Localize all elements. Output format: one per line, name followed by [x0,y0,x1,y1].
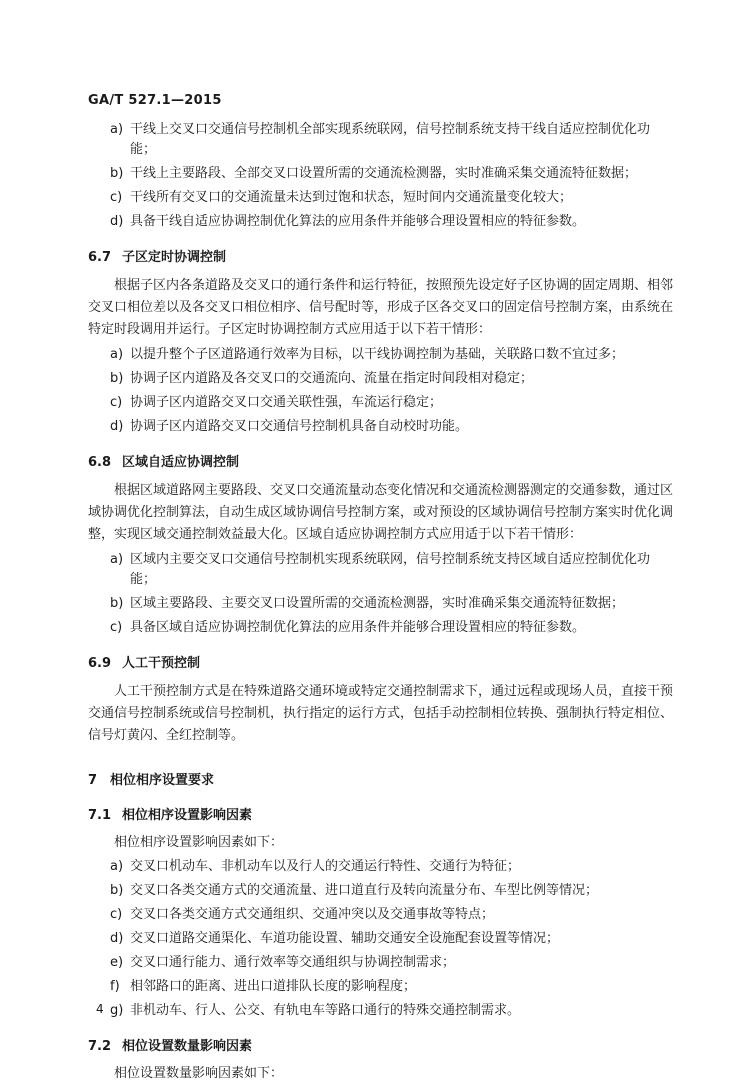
section-intro: 相位相序设置影响因素如下： [114,835,284,850]
list-item: d) 交叉口道路交通渠化、车道功能设置、辅助交通安全设施配套设置等情况； [110,931,560,946]
section-heading-6-7: 6.7 子区定时协调控制 [88,250,227,265]
list-item: c) 干线所有交叉口的交通流量未达到过饱和状态，短时间内交通流量变化较大； [110,190,573,205]
list-item: b) 干线上主要路段、全部交叉口设置所需的交通流检测器，实时准确采集交通流特征数据； [110,166,638,181]
page-number: 4 [96,1002,104,1016]
list-item: f) 相邻路口的距离、进出口道排队长度的影响程度； [110,979,417,994]
section-heading-6-8: 6.8 区域自适应协调控制 [88,455,240,470]
list-item: b) 交叉口各类交通方式的交通流量、进口道直行及转向流量分布、车型比例等情况； [110,883,599,898]
list-item: a) 交叉口机动车、非机动车以及行人的交通运行特性、交通行为特征； [110,859,521,874]
list-item: a) 区域内主要交叉口交通信号控制机实现系统联网，信号控制系统支持区域自适应控制优化功能； [110,552,651,587]
section-intro: 相位设置数量影响因素如下： [114,1066,284,1081]
standard-number: GA/T 527.1—2015 [88,93,222,108]
list-item: c) 具备区域自适应协调控制优化算法的应用条件并能够合理设置相应的特征参数。 [110,620,586,635]
section-paragraph: 根据子区内各条道路及交叉口的通行条件和运行特征，按照预先设定好子区协调的固定周期、相邻交叉口相位差以及各交叉口相位相序、信号配时等，形成子区各交叉口的固定信号控制方案，由系统在特定时段调用并运行。子区定时协调控制方式应用适于以下若干情形： [88,278,674,337]
section-paragraph: 根据区域道路网主要路段、交叉口交通流量动态变化情况和交通流检测器测定的交通参数，通过区域协调优化控制算法，自动生成区域协调信号控制方案，或对预设的区域协调信号控制方案实时优化调整，实现区域交通控制效益最大化。区域自适应协调控制方式应用适于以下若干情形： [88,483,674,542]
list-item: c) 协调子区内道路交叉口交通关联性强，车流运行稳定； [110,395,443,410]
list-item: e) 交叉口通行能力、通行效率等交通组织与协调控制需求； [110,955,456,970]
list-item: g) 非机动车、行人、公交、有轨电车等路口通行的特殊交通控制需求。 [110,1003,521,1018]
section-paragraph: 人工干预控制方式是在特殊道路交通环境或特定交通控制需求下，通过远程或现场人员，直接干预交通信号控制系统或信号控制机，执行指定的运行方式，包括手动控制相位转换、强制执行特定相位、信号灯黄闪、全红控制等。 [88,684,674,743]
list-item: b) 区域主要路段、主要交叉口设置所需的交通流检测器，实时准确采集交通流特征数据； [110,596,625,611]
chapter-heading-7: 7 相位相序设置要求 [88,773,215,788]
list-item: a) 干线上交叉口交通信号控制机全部实现系统联网，信号控制系统支持干线自适应控制优化功能； [110,122,651,157]
section-heading-7-2: 7.2 相位设置数量影响因素 [88,1039,253,1054]
document-body [88,120,673,1088]
list-item: c) 交叉口各类交通方式交通组织、交通冲突以及交通事故等特点； [110,907,495,922]
list-item: d) 具备干线自适应协调控制优化算法的应用条件并能够合理设置相应的特征参数。 [110,214,586,229]
list-item: d) 协调子区内道路交叉口交通信号控制机具备自动校时功能。 [110,419,469,434]
list-item: a) 以提升整个子区道路通行效率为目标，以干线协调控制为基础，关联路口数不宜过多； [110,347,625,362]
section-heading-7-1: 7.1 相位相序设置影响因素 [88,808,253,823]
list-item: b) 协调子区内道路及各交叉口的交通流向、流量在指定时间段相对稳定； [110,371,534,386]
section-heading-6-9: 6.9 人工干预控制 [88,656,201,671]
